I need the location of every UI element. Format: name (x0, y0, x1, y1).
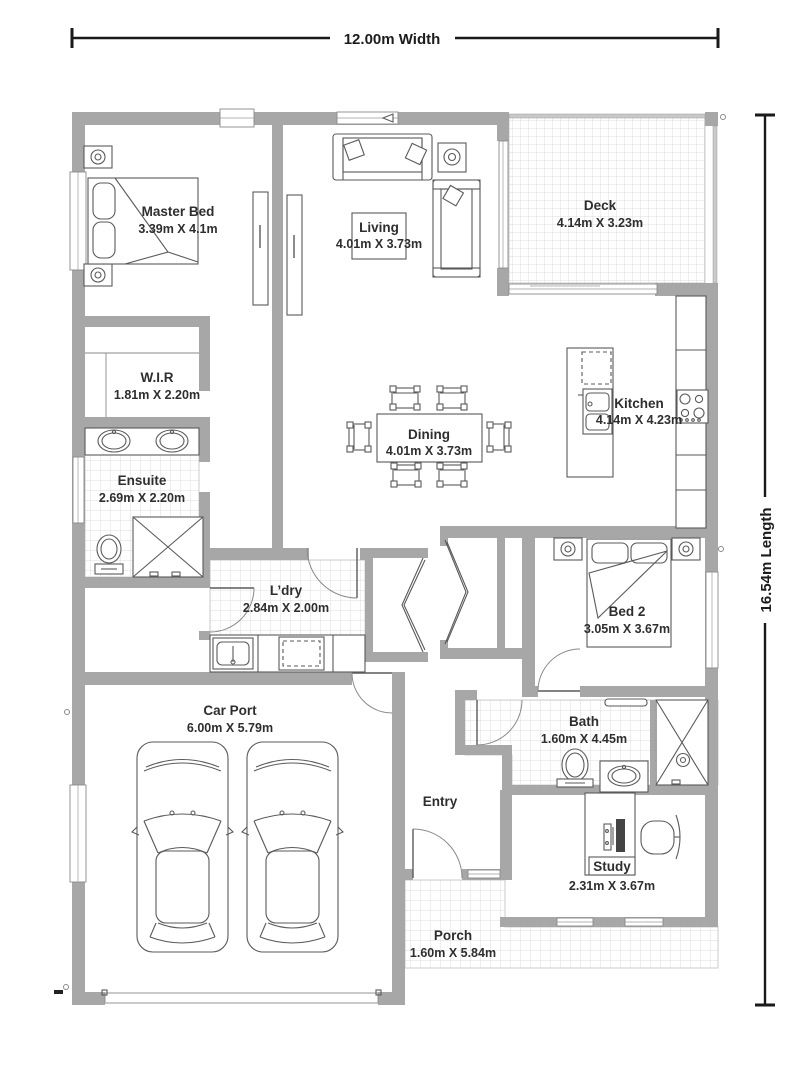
width-dimension (72, 28, 718, 48)
master-bed (88, 178, 198, 264)
side-table (438, 143, 466, 172)
toilet (95, 535, 123, 574)
carport-size: 6.00m X 5.79m (186, 721, 274, 735)
kitchen-size: 4.14m X 4.23m (595, 413, 683, 427)
laundry-label: L’dry (269, 583, 303, 598)
laundry-size: 2.84m X 2.00m (242, 601, 330, 615)
bath-size: 1.60m X 4.45m (540, 732, 628, 746)
living-furniture (333, 134, 480, 277)
kitchen-label: Kitchen (614, 396, 664, 411)
wir-label: W.I.R (140, 370, 174, 385)
bed2-label: Bed 2 (608, 604, 646, 619)
window (220, 109, 254, 127)
porch-label: Porch (433, 928, 473, 943)
deck-top-railing (509, 114, 705, 118)
shower (133, 517, 203, 577)
carport-label: Car Port (203, 703, 257, 718)
window (70, 785, 86, 882)
window (73, 457, 84, 523)
vanity (600, 761, 648, 792)
entry-front-door (413, 829, 462, 878)
car (132, 742, 233, 952)
window (557, 918, 593, 926)
master-bed-label: Master Bed (141, 204, 215, 219)
window (468, 870, 500, 878)
window (625, 918, 663, 926)
bench-counter (676, 296, 708, 528)
ensuite-size: 2.69m X 2.20m (98, 491, 186, 505)
laundry-fixtures (210, 635, 365, 672)
towel-rail (605, 699, 647, 706)
dining-size: 4.01m X 3.73m (385, 444, 473, 458)
car (242, 742, 343, 952)
master-bed-size: 3.39m X 4.1m (138, 222, 218, 236)
ensuite-label: Ensuite (117, 473, 167, 488)
bath-label: Bath (569, 714, 599, 729)
length-dimension (755, 115, 775, 1005)
study-label: Study (593, 859, 631, 874)
porch-size: 1.60m X 5.84m (409, 946, 497, 960)
dining-label: Dining (408, 427, 450, 442)
carport-cars (132, 742, 343, 952)
sliding-door-window (509, 284, 657, 294)
deck-right-railing (713, 126, 717, 283)
entry-label: Entry (422, 794, 458, 809)
monitor (616, 819, 625, 852)
carport-door (352, 673, 392, 713)
wardrobe (253, 192, 268, 305)
kitchen-furniture (567, 296, 708, 528)
window (706, 572, 718, 668)
shower (656, 700, 708, 785)
deck-size: 4.14m X 3.23m (556, 216, 644, 230)
living-label: Living (359, 220, 399, 235)
sofa (333, 134, 432, 180)
width-dimension-label: 12.00m Width (343, 31, 441, 48)
window (337, 112, 398, 124)
study-size: 2.31m X 3.67m (568, 879, 656, 893)
laundry-tub (213, 638, 253, 669)
office-chair (641, 815, 680, 859)
bed2-size: 3.05m X 3.67m (583, 622, 671, 636)
window (499, 141, 508, 268)
wir-shelves (85, 353, 199, 417)
living-size: 4.01m X 3.73m (335, 237, 423, 251)
deck-label: Deck (583, 198, 617, 213)
wir-size: 1.81m X 2.20m (113, 388, 201, 402)
window (70, 172, 86, 270)
chaise (433, 180, 480, 277)
garage-opening (102, 990, 381, 1003)
bed2-door (538, 649, 580, 691)
length-dimension-label: 16.54m Length (758, 507, 775, 613)
